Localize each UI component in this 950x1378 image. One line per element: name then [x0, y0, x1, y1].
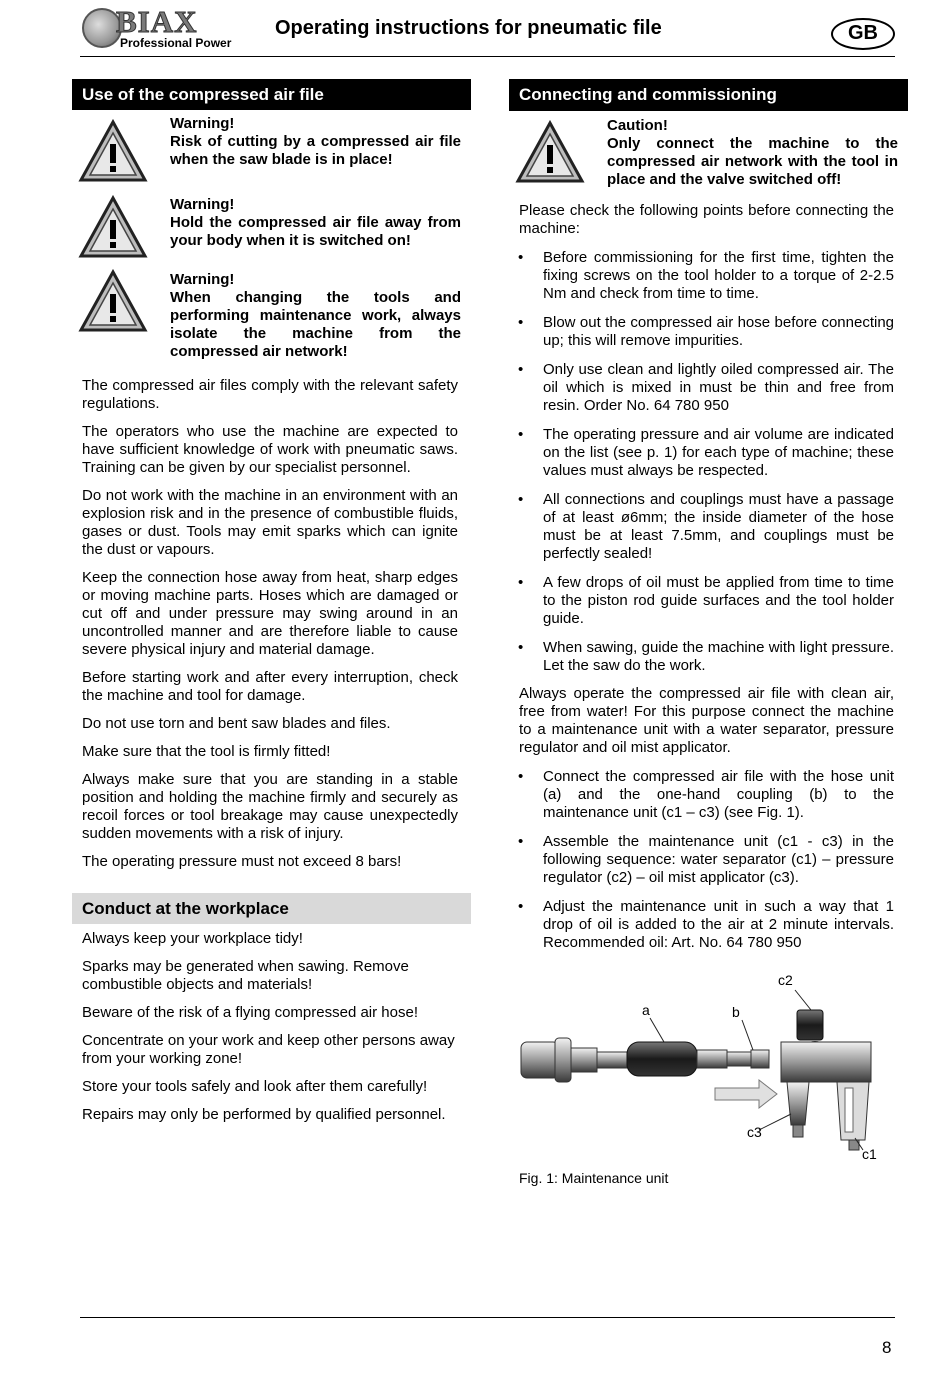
list-item: • Adjust the maintenance unit in such a way that 1 drop of oil is added to the air at 2 minute intervals. Recommended oil: Art. No. 64 780 950 [509, 898, 908, 952]
paragraph: The operating pressure must not exceed 8 bars! [82, 853, 402, 870]
warning-block [72, 115, 471, 193]
warning-block [72, 193, 471, 271]
warning-block [72, 271, 471, 361]
page-header [80, 0, 895, 57]
paragraph: Always make sure that you are standing in a stable position and holding the machine firmly and securely as recoil forces or tool breakage may cause unexpectedly sudden movements with a risk of injury. [82, 771, 458, 842]
section-heading-use: Use of the compressed air file [72, 79, 471, 110]
paragraph: Keep the connection hose away from heat, sharp edges or moving machine parts. Hoses which are damaged or cut off and under pressure may swing around in an uncontrolled manner and are therefore liable to cause severe physical injury and material damage. [82, 569, 458, 658]
list-item: • A few drops of oil must be applied from time to time to the piston rod guide surfaces and the tool holder guide. [509, 574, 908, 628]
paragraph: Always operate the compressed air file with clean air, free from water! For this purpose connect the machine to a maintenance unit with a water separator, pressure regulator and oil mist applicator. [519, 685, 894, 756]
paragraph: Before starting work and after every interruption, check the machine and tool for damage. [82, 669, 458, 704]
conduct-item: Repairs may only be performed by qualified personnel. [82, 1106, 446, 1123]
paragraph: The compressed air files comply with the relevant safety regulations. [82, 377, 458, 412]
intro-paragraph: Please check the following points before connecting the machine: [519, 202, 894, 237]
warning-body: Risk of cutting by a compressed air file when the saw blade is in place! [170, 133, 461, 168]
warning-triangle-icon [509, 116, 607, 194]
logo-wordmark: BIAX [116, 4, 198, 39]
list-item: • Blow out the compressed air hose before connecting up; this will remove impurities. [509, 314, 908, 350]
label-c3: c3 [747, 1124, 762, 1140]
conduct-item: Always keep your workplace tidy! [82, 930, 303, 947]
warning-triangle-icon [72, 271, 170, 361]
paragraph: The operators who use the machine are expected to have sufficient knowledge of work with pneumatic saws. Training can be given by our specialist personnel. [82, 423, 458, 476]
label-a: a [642, 1002, 650, 1018]
conduct-item: Sparks may be generated when sawing. Remove combustible objects and materials! [82, 958, 409, 993]
warning-text [170, 193, 471, 271]
document-title: Operating instructions for pneumatic file [275, 17, 662, 39]
conduct-item: Beware of the risk of a flying compressed air hose! [82, 1004, 418, 1021]
maintenance-unit-illustration [519, 970, 899, 1165]
biax-logo [80, 6, 230, 52]
paragraph: Do not work with the machine in an environment with an explosion risk and in the presence of combustible fluids, gases or dust. Tools may emit sparks which can ignite the dust or vapours. [82, 487, 458, 558]
caution-text [607, 116, 908, 194]
list-item: • Connect the compressed air file with the hose unit (a) and the one-hand coupling (b) to the maintenance unit (c1 – c3) (see Fig. 1). [509, 768, 908, 822]
warning-label: Warning! [170, 115, 235, 132]
list-item: • The operating pressure and air volume are indicated on the list (see p. 1) for each type of machine; these values must always be respected. [509, 426, 908, 480]
label-c2: c2 [778, 972, 793, 988]
caution-label: Caution! [607, 117, 668, 134]
paragraph: Make sure that the tool is firmly fitted! [82, 743, 331, 760]
right-column [509, 79, 908, 1187]
warning-body: When changing the tools and performing maintenance work, always isolate the machine from the compressed air network! [170, 289, 461, 360]
figure-caption: Fig. 1: Maintenance unit [519, 1170, 669, 1186]
list-item: • Assemble the maintenance unit (c1 - c3) in the following sequence: water separator (c1) – pressure regulator (c2) – oil mist applicator (c3). [509, 833, 908, 887]
list-item: • All connections and couplings must have a passage of at least ø6mm; the inside diameter of the hose must be at least 7.5mm, and couplings must be perfectly sealed! [509, 491, 908, 563]
warning-text [170, 271, 471, 361]
list-item: • Before commissioning for the first time, tighten the fixing screws on the tool holder to a torque of 2-2.5 Nm and check from time to time. [509, 249, 908, 303]
logo-subtitle: Professional Power [120, 36, 232, 50]
label-b: b [732, 1004, 740, 1020]
label-c1: c1 [862, 1146, 877, 1162]
caution-body: Only connect the machine to the compressed air network with the tool in place and the valve switched off! [607, 135, 898, 188]
section-heading-connecting: Connecting and commissioning [509, 79, 908, 111]
warning-label: Warning! [170, 271, 235, 288]
list-item: • Only use clean and lightly oiled compressed air. The oil which is mixed in must be thin and free from resin. Order No. 64 780 950 [509, 361, 908, 415]
section-heading-conduct: Conduct at the workplace [72, 893, 471, 924]
check-list [509, 249, 908, 675]
step-list [509, 768, 908, 952]
page-number: 8 [882, 1338, 892, 1357]
caution-block [509, 116, 908, 194]
conduct-item: Store your tools safely and look after them carefully! [82, 1078, 428, 1095]
warning-label: Warning! [170, 196, 235, 213]
left-column [72, 79, 471, 1124]
language-badge: GB [831, 18, 895, 50]
maintenance-unit-figure [519, 970, 899, 1165]
warning-text [170, 115, 471, 193]
warning-body: Hold the compressed air file away from your body when it is switched on! [170, 214, 461, 249]
conduct-item: Concentrate on your work and keep other persons away from your working zone! [82, 1032, 455, 1067]
warning-triangle-icon [72, 193, 170, 271]
warning-triangle-icon [72, 115, 170, 193]
footer-divider [80, 1317, 895, 1318]
list-item: • When sawing, guide the machine with light pressure. Let the saw do the work. [509, 639, 908, 675]
paragraph: Do not use torn and bent saw blades and files. [82, 715, 391, 732]
